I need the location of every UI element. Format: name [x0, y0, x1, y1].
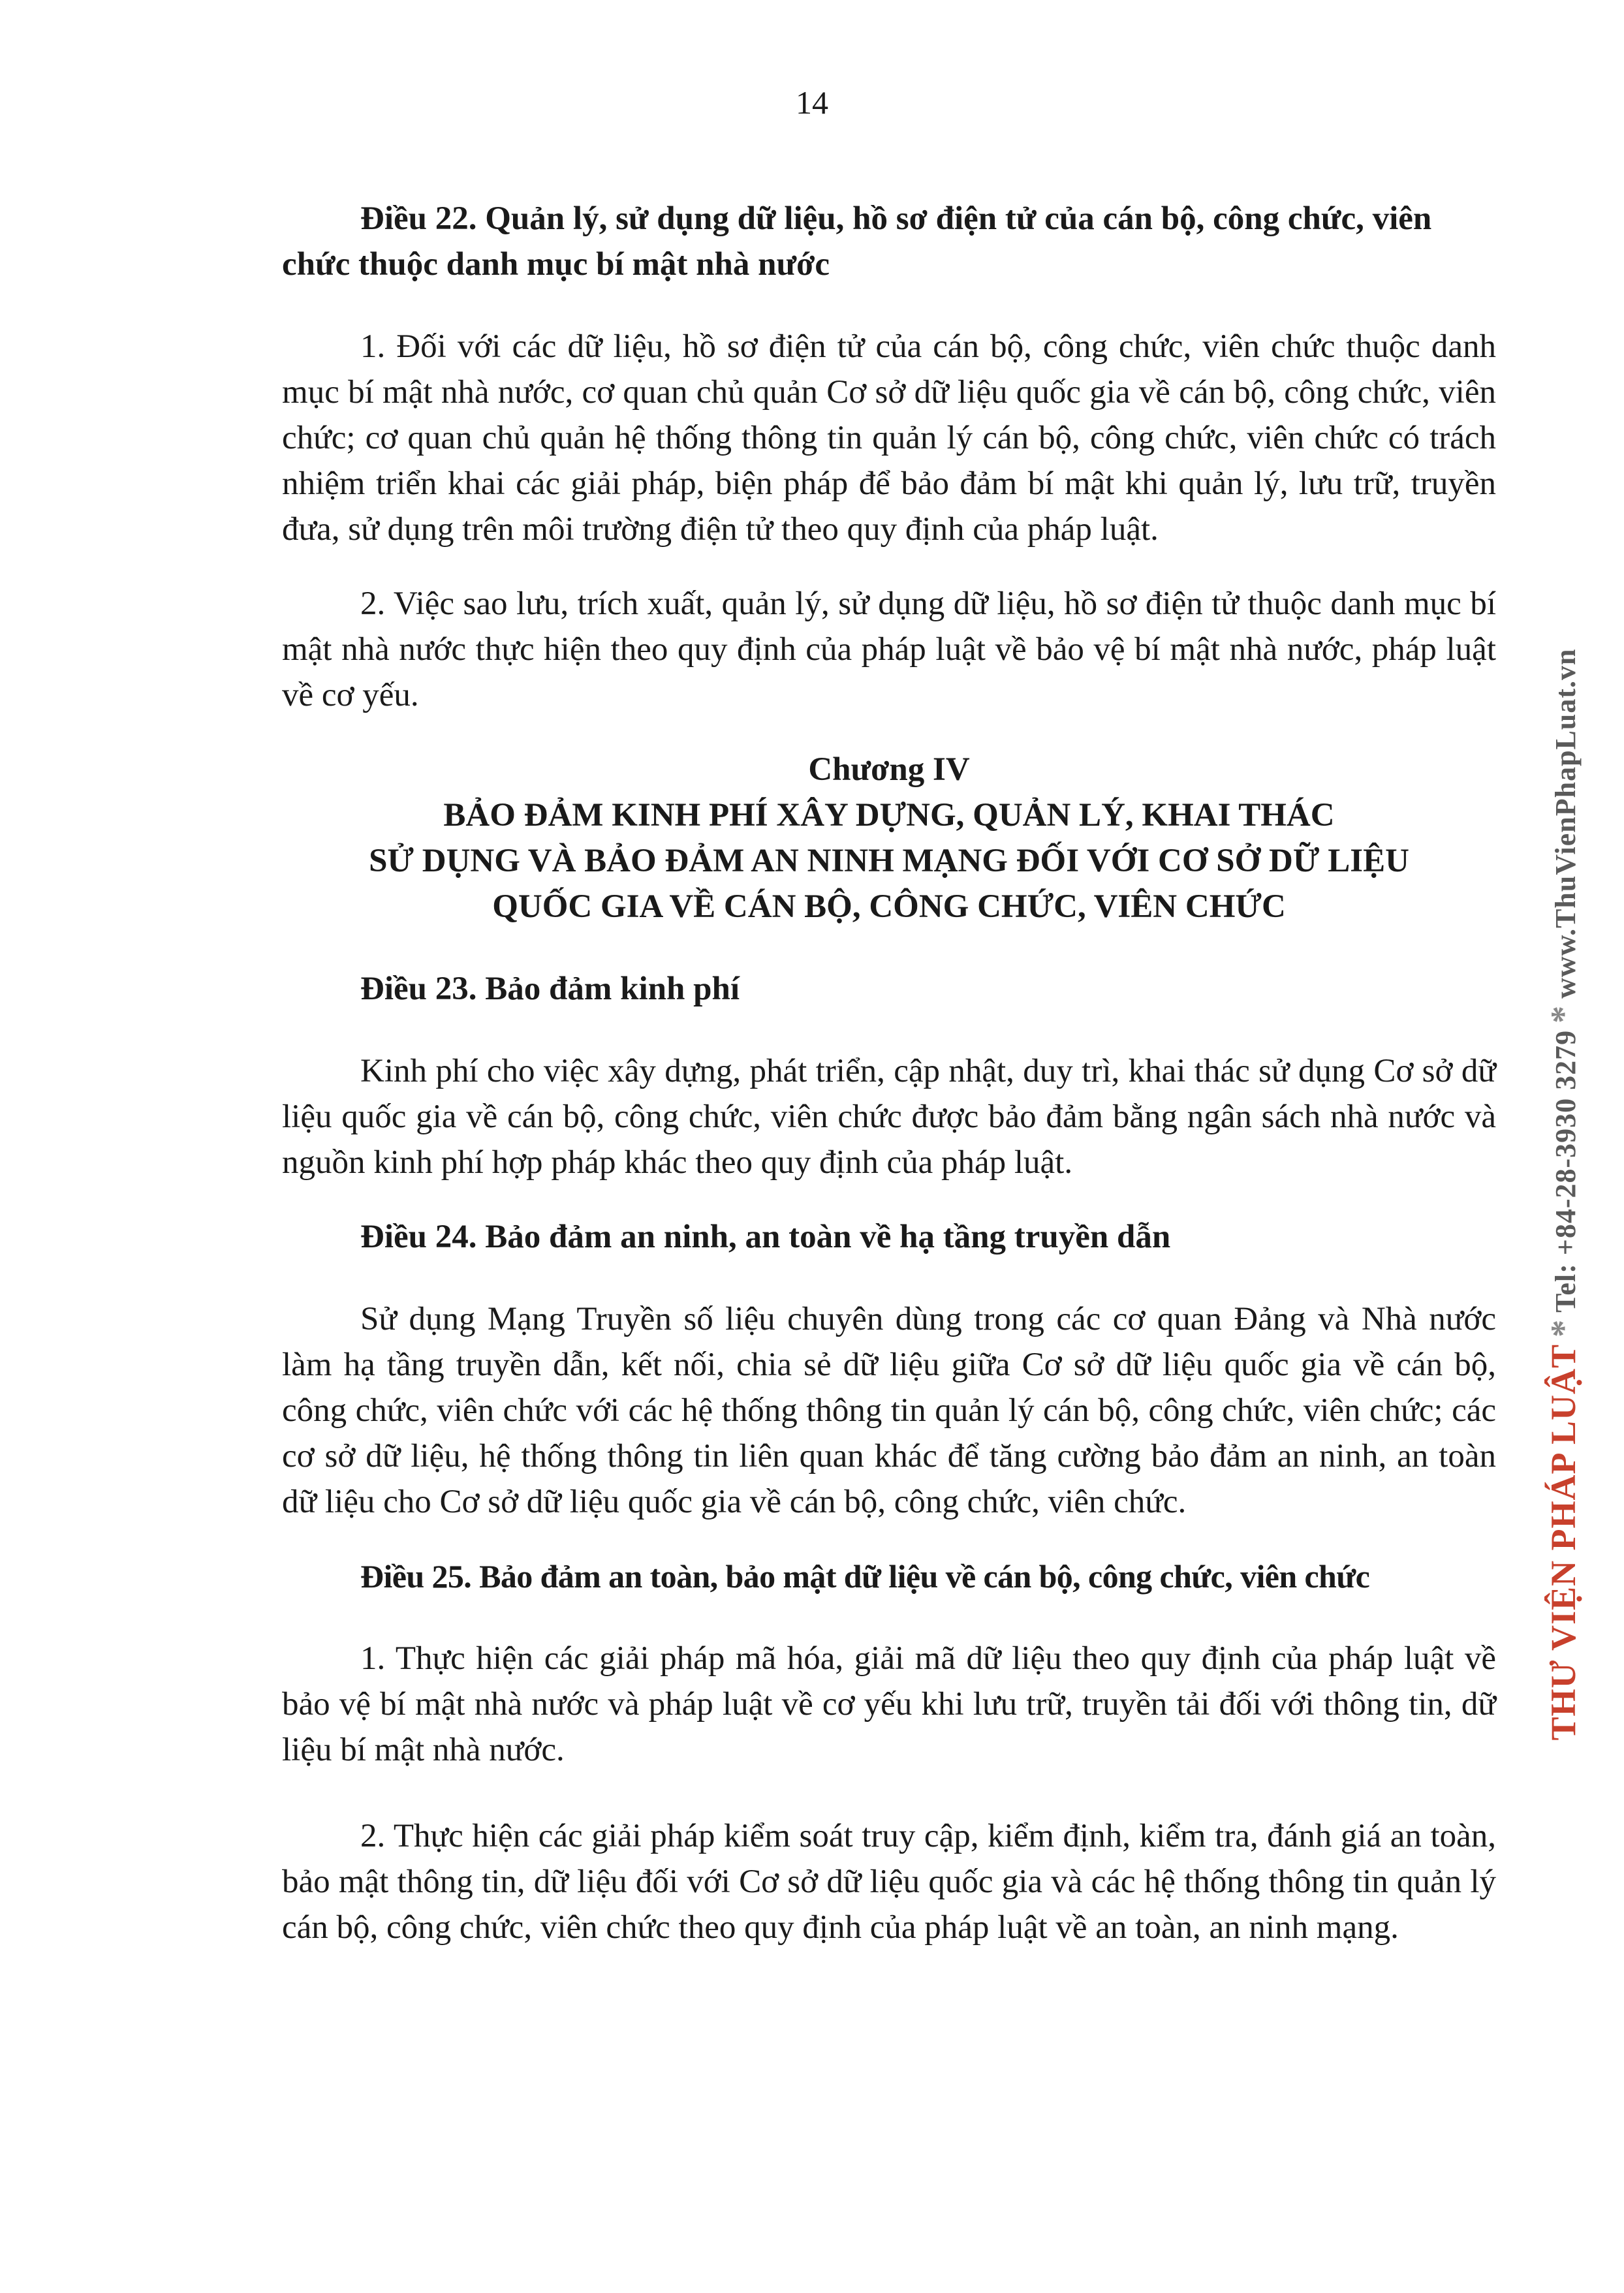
chapter-label: Chương IV [808, 751, 970, 788]
watermark-brand: THƯ VIỆN PHÁP LUẬT [1544, 1343, 1583, 1741]
page-number: 14 [796, 84, 828, 121]
chapter-heading [282, 747, 1496, 929]
watermark-tel: Tel: +84-28-3930 3279 [1550, 1029, 1582, 1313]
article-24 [282, 1214, 1496, 1525]
article-22 [282, 196, 1496, 718]
chapter-title-line-2: SỬ DỤNG VÀ BẢO ĐẢM AN NINH MẠNG ĐỐI VỚI CƠ SỞ DỮ LIỆU [369, 843, 1409, 879]
article-25-clause-2: 2. Thực hiện các giải pháp kiểm soát truy cập, kiểm định, kiểm tra, đánh giá an toàn, bảo mật thông tin, dữ liệu đối với Cơ sở dữ liệu quốc gia và các hệ thống thông tin quản lý cán bộ, công chức, viên chức theo quy định của pháp luật về an toàn, an ninh mạng. [282, 1818, 1496, 1946]
chapter-title-line-3: QUỐC GIA VỀ CÁN BỘ, CÔNG CHỨC, VIÊN CHỨC [492, 888, 1286, 925]
article-25 [282, 1553, 1496, 1950]
chapter-title-line-1: BẢO ĐẢM KINH PHÍ XÂY DỰNG, QUẢN LÝ, KHAI THÁC [443, 797, 1335, 834]
article-24-body: Sử dụng Mạng Truyền số liệu chuyên dùng trong các cơ quan Đảng và Nhà nước làm hạ tầng truyền dẫn, kết nối, chia sẻ dữ liệu giữa Cơ sở dữ liệu quốc gia về cán bộ, công chức, viên chức với các hệ thống thông tin quản lý cán bộ, công chức, viên chức; các cơ sở dữ liệu, hệ thống thông tin liên quan khác để tăng cường bảo đảm an ninh, an toàn dữ liệu cho Cơ sở dữ liệu quốc gia về cán bộ, công chức, viên chức. [282, 1301, 1496, 1520]
article-23-title: Điều 23. Bảo đảm kinh phí [360, 971, 740, 1007]
article-23 [282, 966, 1496, 1185]
article-25-clause-1: 1. Thực hiện các giải pháp mã hóa, giải mã dữ liệu theo quy định của pháp luật về bảo vệ bí mật nhà nước và pháp luật về cơ yếu khi lưu trữ, truyền tải đối với thông tin, dữ liệu bí mật nhà nước. [282, 1640, 1496, 1768]
watermark-star-2: * [1544, 1005, 1583, 1023]
article-23-body: Kinh phí cho việc xây dựng, phát triển, cập nhật, duy trì, khai thác sử dụng Cơ sở dữ liệu quốc gia về cán bộ, công chức, viên chức được bảo đảm bằng ngân sách nhà nước và nguồn kinh phí hợp pháp khác theo quy định của pháp luật. [282, 1053, 1496, 1181]
watermark-site: www.ThuVienPhapLuat.vn [1550, 648, 1582, 999]
watermark-text [1543, 649, 1584, 1741]
article-22-clause-1: 1. Đối với các dữ liệu, hồ sơ điện tử của cán bộ, công chức, viên chức thuộc danh mục bí mật nhà nước, cơ quan chủ quản Cơ sở dữ liệu quốc gia về cán bộ, công chức, viên chức; cơ quan chủ quản hệ thống thông tin quản lý cán bộ, công chức, viên chức có trách nhiệm triển khai các giải pháp, biện pháp để bảo đảm bí mật khi quản lý, lưu trữ, truyền đưa, sử dụng trên môi trường điện tử theo quy định của pháp luật. [282, 328, 1496, 548]
article-22-title: Điều 22. Quản lý, sử dụng dữ liệu, hồ sơ điện tử của cán bộ, công chức, viên chức thuộc danh mục bí mật nhà nước [282, 200, 1432, 283]
article-25-title: Điều 25. Bảo đảm an toàn, bảo mật dữ liệu về cán bộ, công chức, viên chức [360, 1558, 1370, 1595]
watermark-star-1: * [1544, 1318, 1583, 1337]
document-body [282, 196, 1496, 1950]
article-22-clause-2: 2. Việc sao lưu, trích xuất, quản lý, sử dụng dữ liệu, hồ sơ điện tử thuộc danh mục bí mật nhà nước thực hiện theo quy định của pháp luật về bảo vệ bí mật nhà nước, pháp luật về cơ yếu. [282, 585, 1496, 713]
article-24-title: Điều 24. Bảo đảm an ninh, an toàn về hạ tầng truyền dẫn [360, 1219, 1171, 1255]
